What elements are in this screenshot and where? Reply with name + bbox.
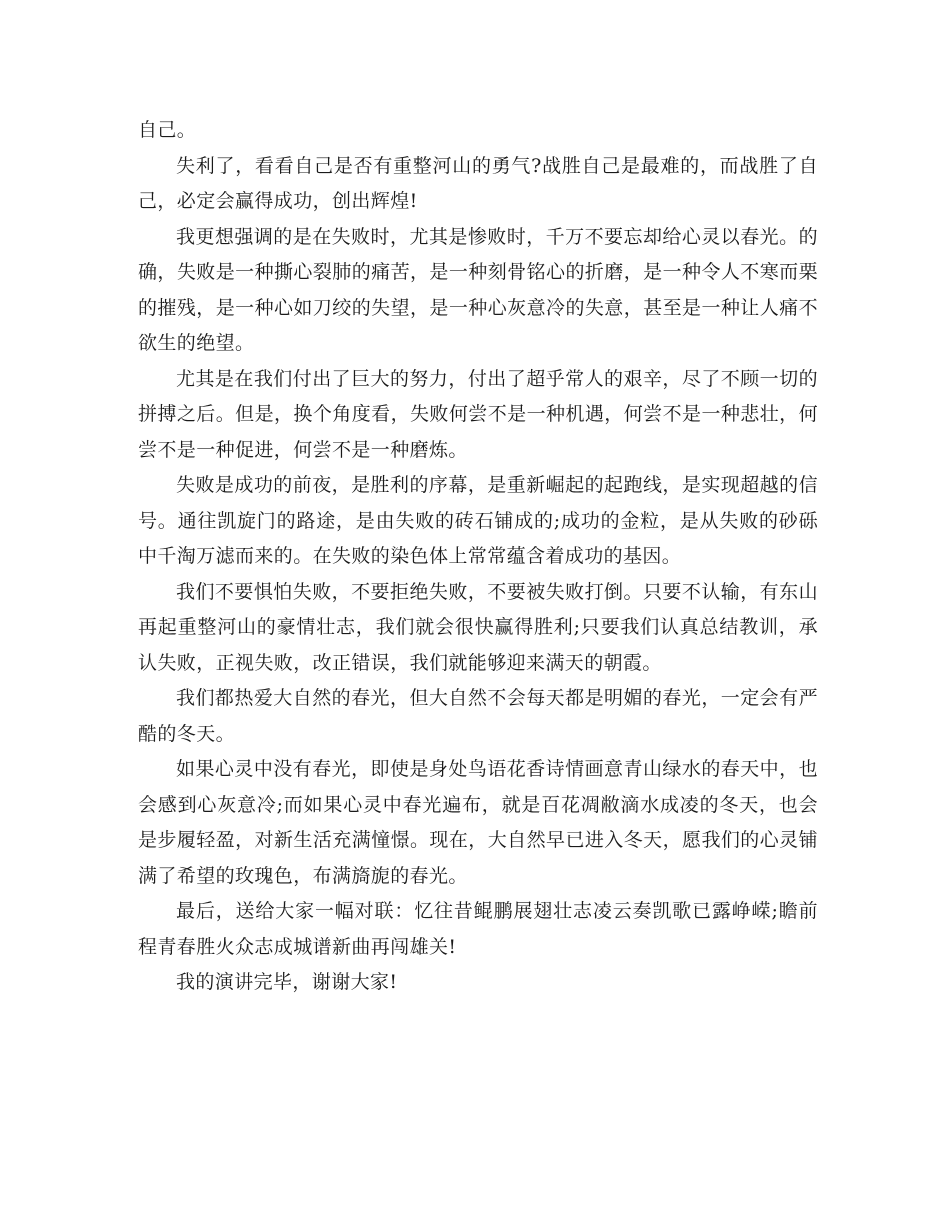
paragraph-closing: 我的演讲完毕，谢谢大家! [176,971,398,993]
paragraph-couplet: 最后，送给大家一幅对联：忆往昔鲲鹏展翅壮志凌云奏凯歌已露峥嵘;瞻前程青春胜火众志成城谱新曲再闯雄关! [138,900,818,958]
paragraph: 我更想强调的是在失败时，尤其是惨败时，千万不要忘却给心灵以春光。的确，失败是一种撕心裂肺的痛苦，是一种刻骨铭心的折磨，是一种令人不寒而栗的摧残，是一种心如刀绞的失望，是一种心灰意冷的失意，甚至是一种让人痛不欲生的绝望。 [138,225,818,354]
paragraph: 尤其是在我们付出了巨大的努力，付出了超乎常人的艰辛，尽了不顾一切的拼搏之后。但是，换个角度看，失败何尝不是一种机遇，何尝不是一种悲壮，何尝不是一种促进，何尝不是一种磨炼。 [138,367,818,461]
paragraph-continuation: 自己。 [138,119,197,141]
paragraph: 如果心灵中没有春光，即使是身处鸟语花香诗情画意青山绿水的春天中，也会感到心灰意冷;而如果心灵中春光遍布，就是百花凋敝滴水成凌的冬天，也会是步履轻盈，对新生活充满憧憬。现在，大自然早已进入冬天，愿我们的心灵铺满了希望的玫瑰色，布满旖旎的春光。 [138,758,818,887]
paragraph: 我们都热爱大自然的春光，但大自然不会每天都是明媚的春光，一定会有严酷的冬天。 [138,687,818,745]
paragraph: 失利了，看看自己是否有重整河山的勇气?战胜自己是最难的，而战胜了自己，必定会赢得成功，创出辉煌! [138,154,818,212]
document-page [138,113,818,1001]
paragraph: 我们不要惧怕失败，不要拒绝失败，不要被失败打倒。只要不认输，有东山再起重整河山的豪情壮志，我们就会很快赢得胜利;只要我们认真总结教训，承认失败，正视失败，改正错误，我们就能够迎来满天的朝霞。 [138,580,818,674]
paragraph: 失败是成功的前夜，是胜利的序幕，是重新崛起的起跑线，是实现超越的信号。通往凯旋门的路途，是由失败的砖石铺成的;成功的金粒，是从失败的砂砾中千淘万滤而来的。在失败的染色体上常常蕴含着成功的基因。 [138,474,818,567]
